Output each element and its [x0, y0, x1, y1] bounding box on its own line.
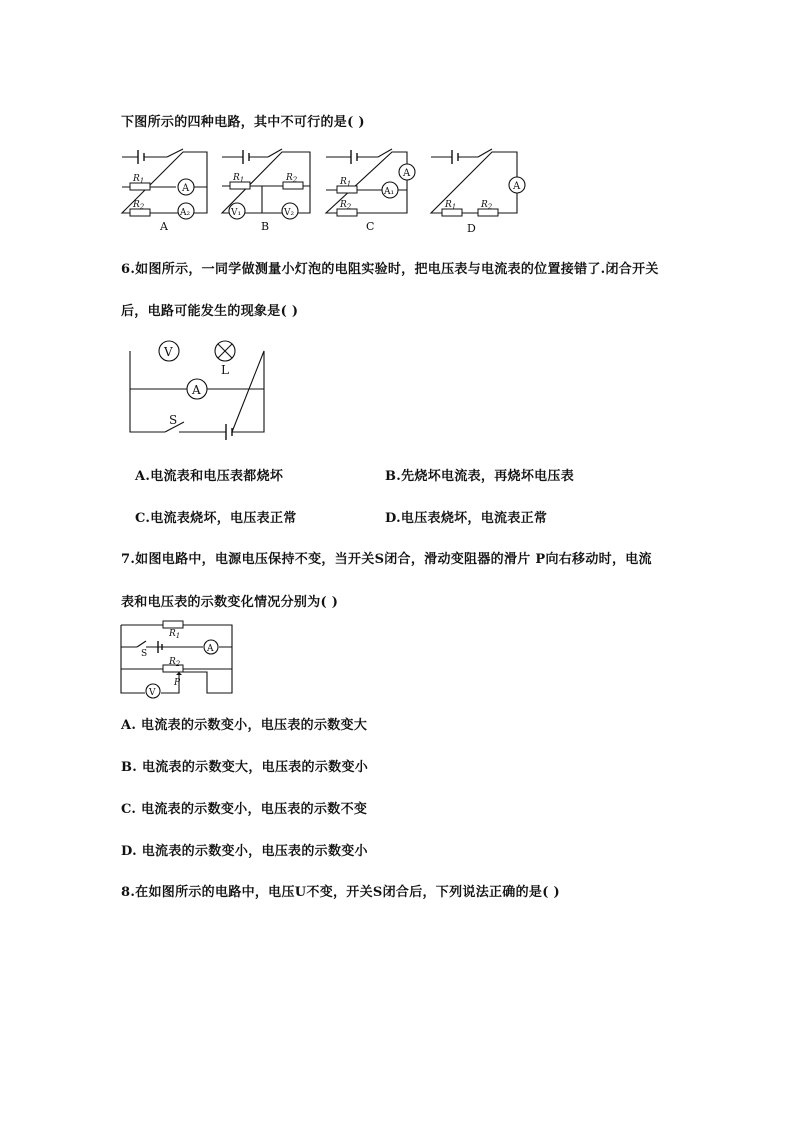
svg-text:S: S [141, 649, 148, 659]
svg-text:A: A [403, 168, 411, 179]
svg-text:L: L [221, 363, 229, 377]
q7-circuit [121, 621, 232, 698]
svg-text:A₂: A₂ [180, 208, 191, 218]
svg-text:A₁: A₁ [384, 187, 395, 197]
svg-text:R2: $R_2$ [481, 200, 493, 211]
switch-icon [137, 641, 146, 647]
svg-text:R2: $R_2$ [133, 200, 145, 211]
svg-text:A: A [182, 183, 190, 194]
svg-text:A: A [513, 181, 521, 192]
q6-option-b[interactable]: B.先烧坏电流表，再烧坏电压表 [385, 469, 575, 484]
svg-text:V: V [149, 688, 156, 698]
svg-text:R1: $R_1$ [133, 174, 145, 185]
question-8-stem: 8.在如图所示的电路中，电压U不变，开关S闭合后，下列说法正确的是( ) [121, 885, 560, 900]
q6-circuit [130, 341, 264, 440]
svg-text:A: A [192, 383, 201, 397]
svg-text:P: P [174, 678, 181, 688]
svg-text:A: A [207, 644, 214, 654]
svg-text:V: V [164, 345, 173, 359]
circuit-b [222, 149, 310, 233]
q7-option-c[interactable]: C. 电流表的示数变小，电压表的示数不变 [121, 802, 368, 817]
svg-text:R1: $R_1$ [169, 629, 181, 640]
question-7-stem-line2: 表和电压表的示数变化情况分别为( ) [121, 595, 339, 610]
resistor-r1 [163, 621, 183, 628]
svg-text:B: B [261, 220, 270, 233]
q7-option-a[interactable]: A. 电流表的示数变小，电压表的示数变大 [121, 718, 368, 733]
svg-text:R2: $R_2$ [286, 173, 298, 184]
circuit-c [326, 149, 415, 233]
svg-text:R1: $R_1$ [233, 173, 245, 184]
svg-text:C: C [366, 220, 375, 233]
svg-text:S: S [169, 413, 178, 427]
circuit-a [122, 149, 207, 233]
question-7-stem-line1: 7.如图电路中，电源电压保持不变，当开关S闭合，滑动变阻器的滑片 P向右移动时，电流 [121, 552, 652, 567]
svg-text:R1: $R_1$ [445, 200, 457, 211]
q6-option-c[interactable]: C.电流表烧坏，电压表正常 [135, 511, 297, 526]
q6-option-d[interactable]: D.电压表烧坏，电流表正常 [385, 511, 548, 526]
question-6-stem-line1: 6.如图所示，一同学做测量小灯泡的电阻实验时，把电压表与电流表的位置接错了.闭合开关 [121, 262, 659, 277]
question-5-stem: 下图所示的四种电路，其中不可行的是( ) [121, 115, 365, 130]
svg-text:A: A [160, 220, 168, 233]
q6-option-a[interactable]: A.电流表和电压表都烧坏 [135, 469, 284, 484]
svg-text:V₁: V₁ [231, 208, 242, 218]
svg-text:D: D [467, 222, 476, 235]
q7-option-b[interactable]: B. 电流表的示数变大，电压表的示数变小 [121, 760, 369, 775]
svg-text:V₂: V₂ [284, 208, 295, 218]
question-6-stem-line2: 后，电路可能发生的现象是( ) [121, 304, 299, 319]
svg-text:R2: $R_2$ [340, 200, 352, 211]
svg-text:R1: $R_1$ [340, 177, 352, 188]
q7-option-d[interactable]: D. 电流表的示数变小，电压表的示数变小 [121, 844, 368, 859]
svg-text:R2: $R_2$ [169, 657, 181, 668]
circuit-d [431, 149, 525, 235]
